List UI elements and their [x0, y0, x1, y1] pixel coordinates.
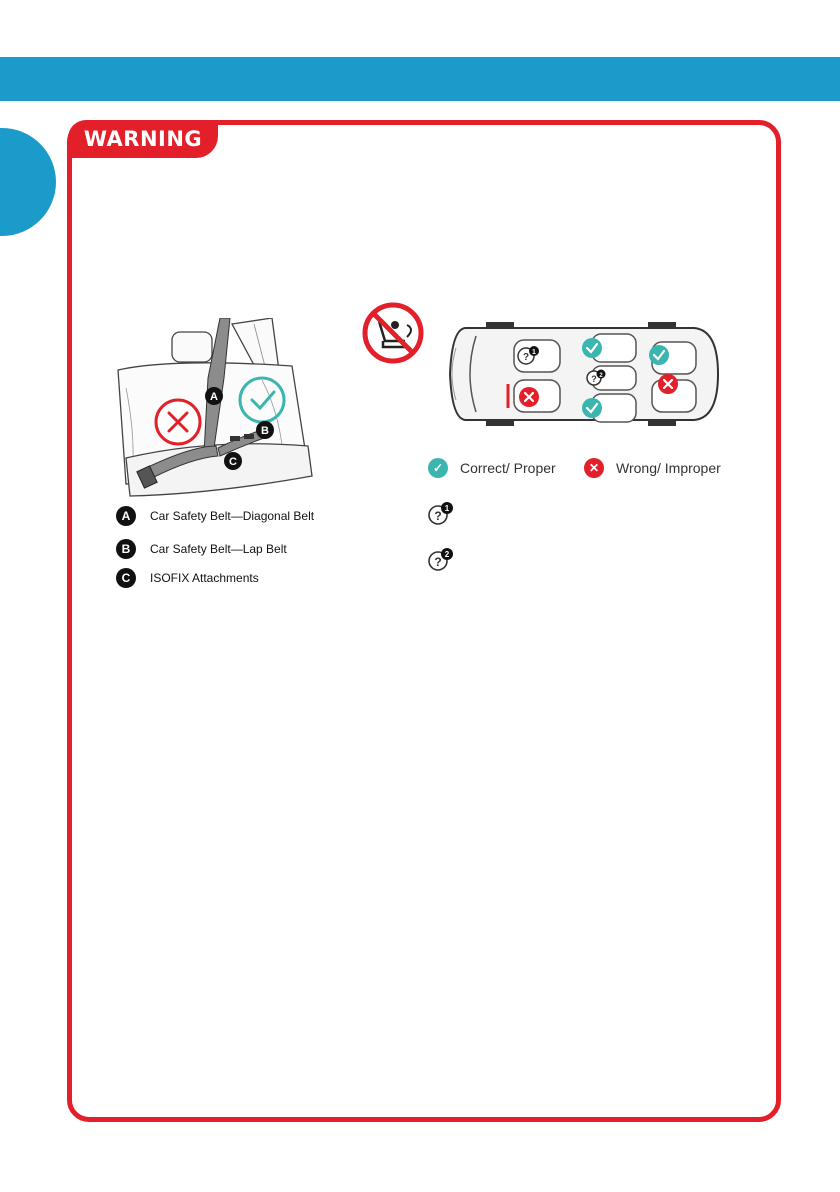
svg-text:C: C	[229, 456, 237, 468]
key-wrong	[584, 458, 721, 478]
car-seating-diagram	[446, 318, 722, 430]
legend-item-b	[116, 539, 287, 559]
correct-check-icon: ✓	[428, 458, 448, 478]
marker-c	[224, 452, 242, 470]
svg-text:2: 2	[599, 373, 603, 379]
wrong-cross-icon: ✕	[584, 458, 604, 478]
svg-text:?: ?	[522, 352, 530, 363]
svg-text:2: 2	[444, 550, 450, 559]
legend-text: Car Safety Belt—Lap Belt	[150, 542, 287, 556]
marker-b	[256, 421, 274, 439]
legend-letter: A	[116, 506, 136, 526]
legend-text: ISOFIX Attachments	[150, 571, 259, 585]
legend-letter: C	[116, 568, 136, 588]
marker-a	[205, 387, 223, 405]
svg-text:?: ?	[591, 374, 597, 384]
svg-text:1: 1	[532, 349, 536, 356]
svg-text:A: A	[210, 391, 218, 403]
question-icon-1	[427, 500, 455, 526]
svg-text:B: B	[261, 425, 269, 437]
key-correct	[428, 458, 556, 478]
car-seat-belt-illustration	[112, 318, 318, 498]
key-wrong-text: Wrong/ Improper	[616, 460, 721, 476]
side-chapter-tab	[0, 128, 56, 236]
svg-text:?: ?	[434, 555, 442, 569]
question-icon-2	[427, 546, 455, 572]
svg-text:?: ?	[434, 509, 442, 523]
svg-text:1: 1	[444, 504, 450, 513]
key-correct-text: Correct/ Proper	[460, 460, 556, 476]
legend-item-a	[116, 506, 314, 526]
no-child-seat-airbag-icon	[361, 301, 425, 365]
header-bar	[0, 57, 840, 101]
warning-frame	[67, 120, 781, 1122]
legend-text: Car Safety Belt—Diagonal Belt	[150, 509, 315, 523]
legend-item-c	[116, 568, 259, 588]
legend-letter: B	[116, 539, 136, 559]
warning-label: WARNING	[68, 120, 218, 158]
